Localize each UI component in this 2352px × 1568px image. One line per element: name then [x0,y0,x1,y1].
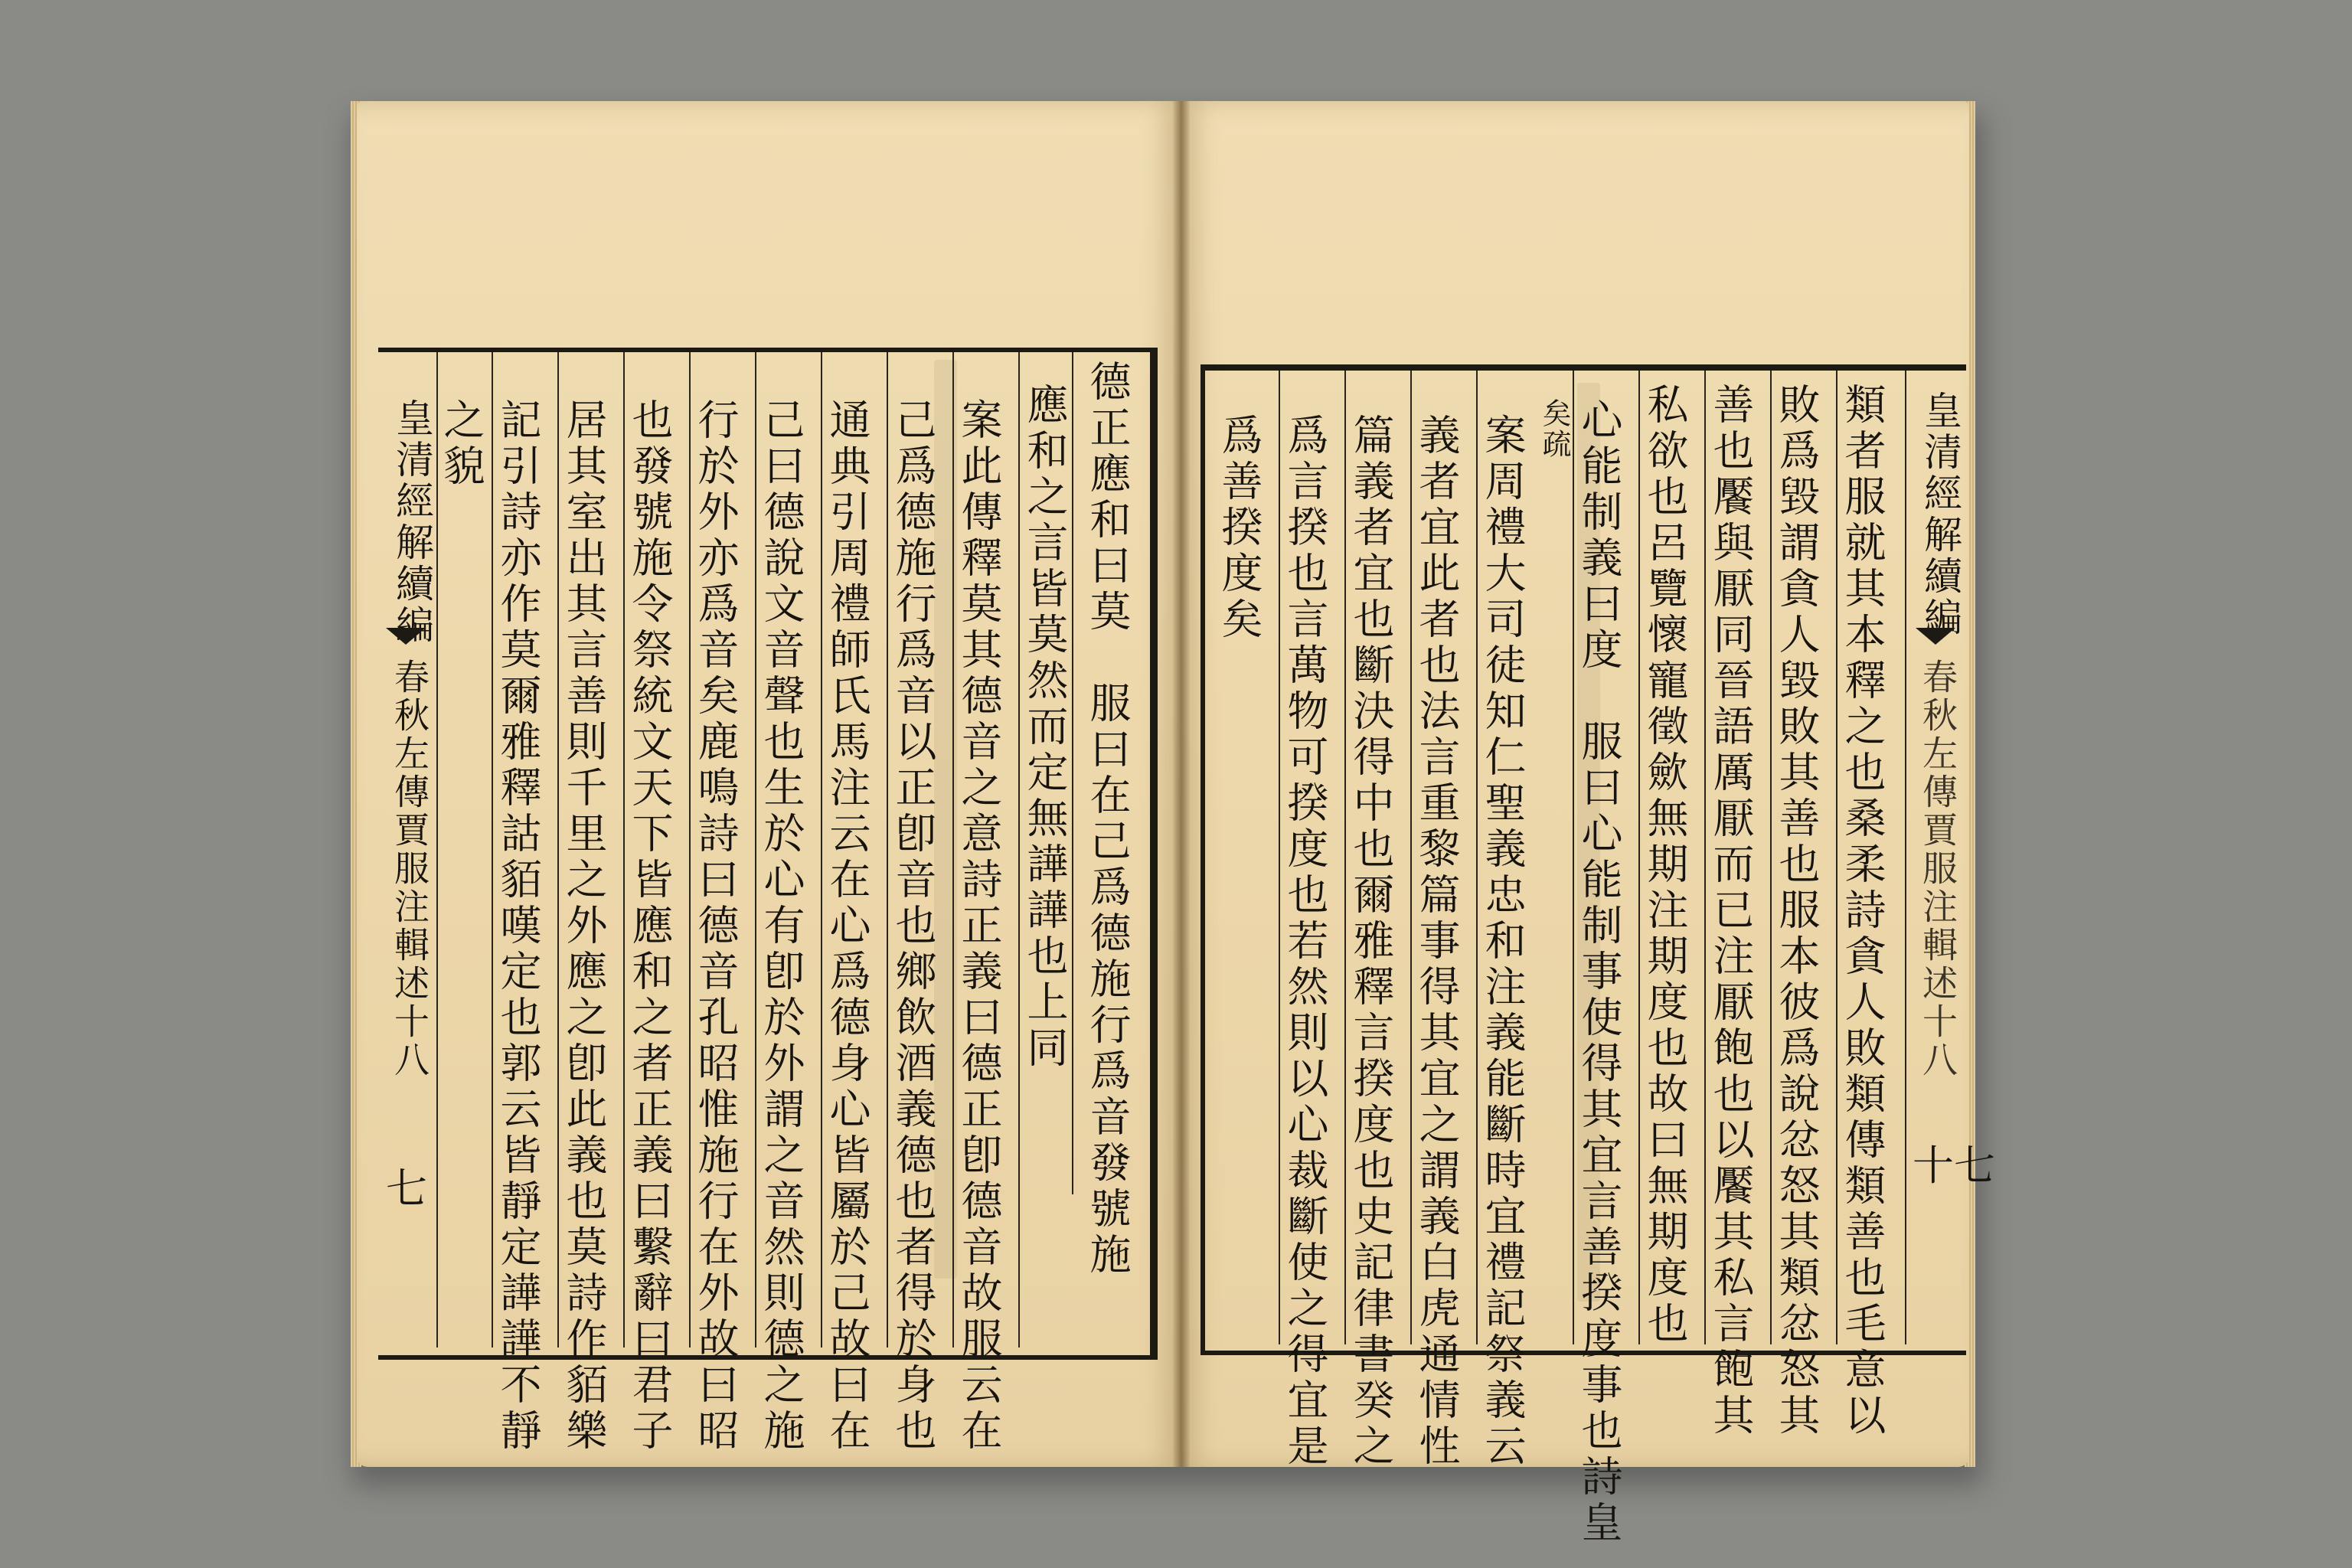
column-rule [1704,371,1706,1344]
right-margin-title: 皇清經解續編 [1918,390,1962,639]
left-col-3: 案此傳釋莫其德音之意詩正義曰德正卽德音故服云在 [955,398,1003,1455]
left-col-4: 己爲德施行爲音以正卽音也鄉飲酒義德也者得於身也 [889,398,937,1455]
left-col-9: 居其室出其言善則千里之外應之卽此義也莫詩作貊樂 [560,398,608,1455]
right-col-9: 篇義者宜也斷決得中也爾雅釋言揆度也史記律書癸之 [1347,413,1395,1470]
fish-tail-mark [386,628,426,645]
column-rule [557,352,559,1348]
fish-tail-mark [1916,628,1955,645]
column-rule [436,352,438,1348]
right-col-6: 矣疏 [1537,398,1571,459]
left-col-1: 德正應和曰莫 服曰在己爲德施行爲音發號施 [1083,360,1132,1279]
column-rule [1836,371,1838,1344]
column-rule [1072,352,1073,1194]
right-leaf-number: 十七 [1913,1142,1995,1190]
right-col-7: 案周禮大司徒知仁聖義忠和注義能斷時宜禮記祭義云 [1478,413,1527,1470]
left-col-7: 行於外亦爲音矣鹿鳴詩曰德音孔昭惟施行在外故曰昭 [691,398,740,1455]
column-rule [952,352,954,1348]
column-rule [689,352,691,1348]
right-margin-subtitle: 春秋左傳賈服注輯述十八 [1917,658,1958,1080]
column-rule [623,352,625,1348]
column-rule [887,352,888,1348]
column-rule [1018,352,1020,1348]
left-col-2: 應和之言皆莫然而定無譁譁也上同 [1021,383,1069,1072]
column-rule [492,352,493,1348]
right-col-8: 義者宜此者也法言重黎篇事得其宜之謂義白虎通情性 [1413,413,1461,1470]
column-rule [1638,371,1640,1344]
column-rule [1476,371,1478,1344]
left-margin-subtitle: 春秋左傳賈服注輯述十八 [389,658,430,1080]
right-col-10: 爲言揆也言萬物可揆度也若然則以心裁斷使之得宜是 [1281,413,1329,1470]
right-col-1: 類者服就其本釋之也桑柔詩貪人敗類傳類善也毛意以 [1838,383,1886,1439]
right-col-11: 爲善揆度矣 [1215,413,1263,643]
left-col-8: 也發號施令祭統文天下皆應和之者正義曰繫辭曰君子 [626,398,674,1455]
column-rule [1279,371,1280,1344]
column-rule [1344,371,1346,1344]
book-gutter [1173,101,1190,1467]
left-margin-title: 皇清經解續編 [390,398,434,646]
left-col-11: 之貌 [437,398,485,490]
column-rule [1573,371,1574,1344]
left-col-6: 己曰德說文音聲也生於心有卽於外謂之音然則德之施 [757,398,805,1455]
column-rule [755,352,756,1348]
column-rule [1410,371,1412,1344]
column-rule [1905,371,1906,1344]
right-col-3: 善也饜與厭同晉語厲厭而已注厭飽也以饜其私言飽其 [1707,383,1755,1439]
left-leaf-number: 七 [386,1165,427,1213]
right-col-5: 心能制義曰度 服曰心能制事使得其宜言善揆度事也詩皇 [1575,398,1623,1547]
left-col-5: 通典引周禮師氏馬注云在心爲德身心皆屬於己故曰在 [823,398,871,1455]
right-col-4: 私欲也呂覽懷寵徵歛無期注期度也故曰無期度也 [1641,383,1689,1348]
column-rule [821,352,822,1348]
right-col-2: 敗爲毀謂貪人毀敗其善也服本彼爲說忿怒其類忿怒其 [1772,383,1821,1439]
column-rule [1770,371,1772,1344]
left-col-10: 記引詩亦作莫爾雅釋詁貊嘆定也郭云皆靜定譁譁不靜 [494,398,542,1455]
